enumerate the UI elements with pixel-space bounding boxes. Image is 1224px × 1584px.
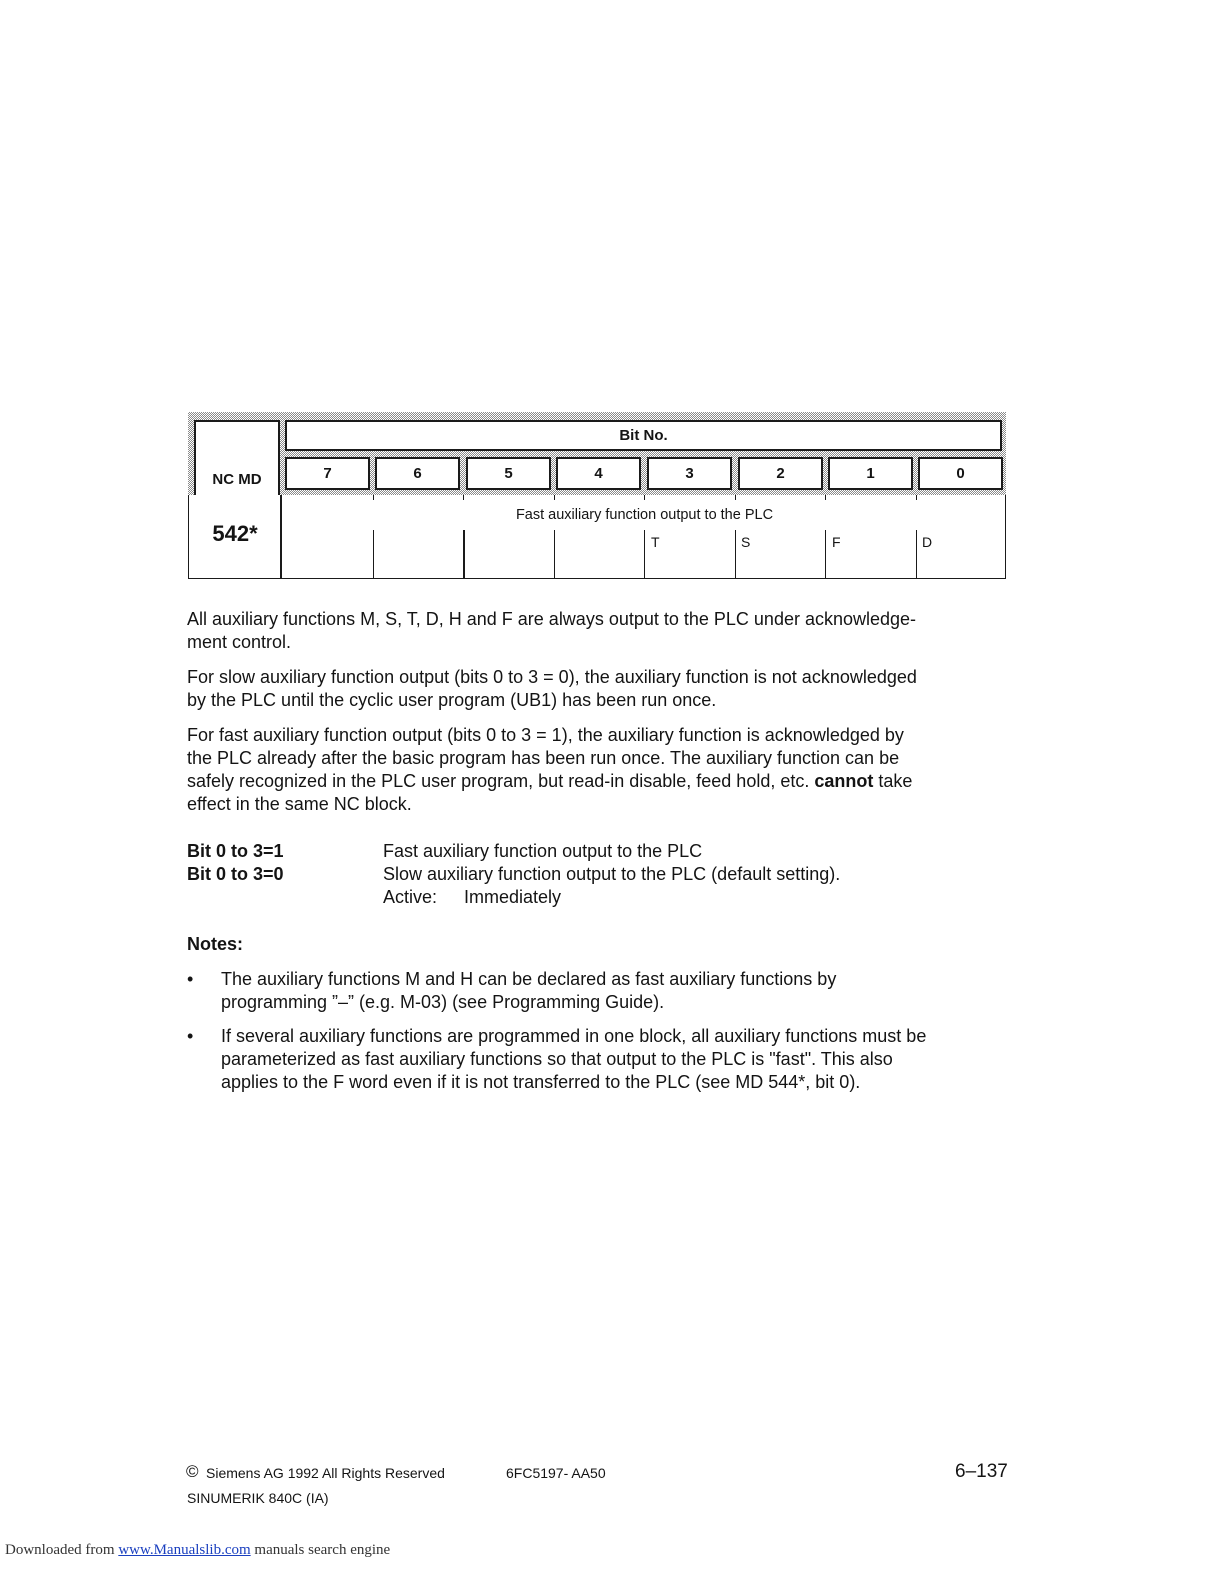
bit-5-header: 5 — [466, 457, 551, 490]
column-tick — [463, 495, 464, 500]
text-segment: safely recognized in the PLC user program, but read-in disable, feed hold, etc. — [187, 771, 815, 791]
note-line: applies to the F word even if it is not transferred to the PLC (see MD 544*, bit 0). — [221, 1072, 861, 1092]
copyright-icon: © — [186, 1462, 199, 1481]
setting-value: Slow auxiliary function output to the PLC (default setting). — [383, 864, 841, 884]
bit-3-label: T — [651, 534, 660, 550]
download-prefix: Downloaded from — [5, 1542, 115, 1558]
nc-md-header: NC MD — [194, 420, 280, 495]
column-divider — [554, 530, 555, 578]
setting-key: Bit 0 to 3=1 — [187, 841, 284, 861]
column-divider — [735, 530, 736, 578]
paragraph-line: For fast auxiliary function output (bits 0 to 3 = 1), the auxiliary function is acknowledged by — [187, 725, 904, 745]
manualslib-link[interactable]: www.Manualslib.com — [118, 1542, 251, 1558]
bullet-icon: • — [187, 1026, 194, 1046]
bit-7-header: 7 — [285, 457, 370, 490]
product-name: SINUMERIK 840C (IA) — [187, 1490, 329, 1506]
bit-4-header: 4 — [556, 457, 641, 490]
bit-0-header: 0 — [918, 457, 1003, 490]
bit-2-label: S — [741, 534, 751, 550]
emphasis-cannot: cannot — [814, 771, 874, 791]
paragraph-acknowledgement — [187, 608, 916, 654]
bullet-icon: • — [187, 969, 194, 989]
column-tick — [825, 495, 826, 500]
column-tick — [735, 495, 736, 500]
active-value: Immediately — [464, 887, 562, 907]
order-number: 6FC5197- AA50 — [506, 1465, 606, 1481]
bit-2-header: 2 — [738, 457, 823, 490]
column-divider — [373, 530, 374, 578]
row-description: Fast auxiliary function output to the PLC — [515, 507, 774, 523]
paragraph-slow-output — [187, 666, 917, 712]
note-line: If several auxiliary functions are programmed in one block, all auxiliary functions must be — [221, 1026, 927, 1046]
download-suffix: manuals search engine — [254, 1542, 391, 1558]
table-row — [188, 495, 1006, 579]
setting-value: Fast auxiliary function output to the PLC — [383, 841, 703, 861]
setting-key: Bit 0 to 3=0 — [187, 864, 284, 884]
notes-heading: Notes: — [187, 934, 244, 954]
paragraph-line: the PLC already after the basic program has been run once. The auxiliary function can be — [187, 748, 900, 768]
bit-1-label: F — [832, 534, 841, 550]
note-line: programming ”–” (e.g. M-03) (see Programming Guide). — [221, 992, 665, 1012]
note-line: The auxiliary functions M and H can be declared as fast auxiliary functions by — [221, 969, 837, 989]
table-header — [188, 412, 1006, 495]
column-divider — [463, 530, 465, 578]
active-label: Active: — [383, 887, 438, 907]
column-tick — [373, 495, 374, 500]
bit-3-header: 3 — [647, 457, 732, 490]
paragraph-fast-output — [187, 724, 912, 816]
download-note — [5, 1542, 390, 1559]
bit-6-header: 6 — [375, 457, 460, 490]
column-divider — [916, 530, 917, 578]
bit-no-header: Bit No. — [285, 420, 1002, 451]
machine-data-number: 542* — [212, 521, 258, 546]
copyright-text: Siemens AG 1992 All Rights Reserved — [206, 1465, 445, 1481]
paragraph-line: ment control. — [187, 632, 292, 652]
text-segment: take — [873, 771, 913, 791]
bit-0-label: D — [922, 534, 933, 550]
bit-1-header: 1 — [828, 457, 913, 490]
page-number: 6–137 — [955, 1461, 1008, 1482]
paragraph-line: by the PLC until the cyclic user program (UB1) has been run once. — [187, 690, 717, 710]
paragraph-line: effect in the same NC block. — [187, 794, 412, 814]
column-tick — [644, 495, 645, 500]
paragraph-line — [187, 770, 912, 793]
column-tick — [916, 495, 917, 500]
column-divider — [644, 530, 645, 578]
note-line: parameterized as fast auxiliary functions so that output to the PLC is "fast". This also — [221, 1049, 893, 1069]
column-divider — [825, 530, 826, 578]
paragraph-line: All auxiliary functions M, S, T, D, H and F are always output to the PLC under acknowledge- — [187, 609, 917, 629]
column-tick — [554, 495, 555, 500]
paragraph-line: For slow auxiliary function output (bits 0 to 3 = 0), the auxiliary function is not acknowledged — [187, 667, 917, 687]
